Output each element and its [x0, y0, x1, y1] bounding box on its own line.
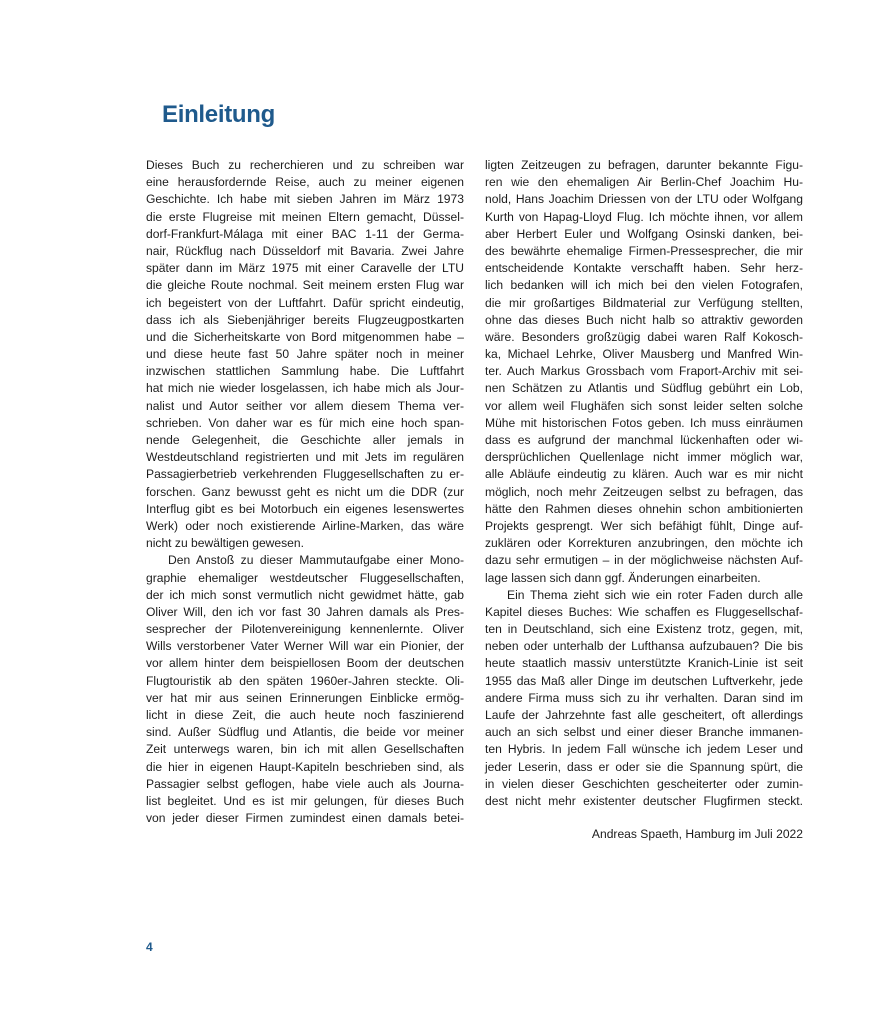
text-line: alle Abläufe eindeutig zu klären. Auch war es mir nicht — [485, 467, 803, 482]
text-line: Mühe mit historischen Fotos geben. Ich muss einräumen — [485, 415, 803, 430]
text-line: dest nicht mehr existenter deutscher Flugfirmen steckt. — [485, 793, 803, 808]
text-line: forschen. Ganz bewusst geht es nicht um die DDR (zur — [146, 484, 464, 499]
text-line: dazu sehr ermutigen – in der möglichweise nächsten Auf- — [485, 553, 803, 568]
text-line: in vielen dieser Geschichten gescheiterter oder zumin- — [485, 776, 803, 791]
text-line: nalist und Autor seither vor allem diesem Thema ver- — [146, 398, 464, 413]
text-line: Flugtouristik ab den späten 1960er-Jahren steckte. Oli- — [146, 673, 464, 688]
text-line: nair, Rückflug nach Düsseldorf mit Bavaria. Zwei Jahre — [146, 243, 464, 258]
right-text-column — [485, 157, 803, 843]
text-line: ter. Auch Markus Grossbach vom Fraport-Archiv mit sei- — [485, 364, 803, 379]
text-line: zuklären oder Korrekturen anzubringen, den möchte ich — [485, 536, 803, 551]
text-line: lich bedanken will ich mich bei den vielen Fotografen, — [485, 278, 803, 293]
text-line: Laufe der Jahrzehnte fast alle gescheitert, oft allerdings — [485, 708, 803, 722]
text-line: dorf-Frankfurt-Málaga mit einer BAC 1-11 der Germa- — [146, 226, 464, 241]
text-line: Passagierbetrieb verkehrenden Fluggesellschaften zu er- — [146, 467, 464, 482]
text-line: ka, Michael Lehrke, Oliver Mausberg und Manfred Win- — [485, 347, 803, 362]
text-line: lage lassen sich dann ggf. Änderungen einarbeiten. — [485, 570, 761, 585]
text-line: und diese heute fast 50 Jahre später noch in meiner — [146, 347, 464, 362]
text-line: die gleiche Route nochmal. Seit meinem ersten Flug war — [146, 278, 464, 293]
text-line: hätte den Rahmen dieses ohnehin schon ambitionierten — [485, 501, 803, 516]
text-line: Zeit unterwegs waren, bin ich mit allen Gesellschaften — [146, 742, 464, 757]
text-line: nicht zu bewältigen gewesen. — [146, 536, 304, 551]
text-line: andere Firma muss sich zu ihr verhalten. Daran sind im — [485, 690, 803, 705]
text-line: jeder Leserin, dass er oder sie die Spannung spürt, die — [485, 759, 803, 774]
text-line: sind. Außer Südflug und Atlantis, die beide vor meiner — [146, 725, 464, 740]
text-line: sesprecher der Pilotenvereinigung kennenlernte. Oliver — [146, 622, 464, 637]
text-line: ren wie den ehemaligen Air Berlin-Chef Joachim Hu- — [485, 175, 803, 190]
text-line: die mir großartiges Bildmaterial zur Verfügung stellten, — [485, 295, 803, 310]
text-line: ten Hybris. In jedem Fall wünsche ich jedem Leser und — [485, 742, 803, 757]
text-line: nende Gelegenheit, die Geschichte aller jemals in — [146, 433, 464, 447]
text-line: list begleitet. Und es ist mir gelungen, für dieses Buch — [146, 793, 464, 808]
text-line: Den Anstoß zu dieser Mammutaufgabe einer Mono- — [168, 553, 464, 568]
text-line: eine herausfordernde Reise, auch zu meiner eigenen — [146, 175, 464, 190]
text-line: ver hat mir aus seinen Erinnerungen Einblicke ermög- — [146, 690, 464, 705]
text-line: Interflug gibt es bei Motorbuch ein eigenes lesenswertes — [146, 501, 464, 516]
text-line: ten in Deutschland, sich eine Existenz trotz, gegen, mit, — [485, 622, 803, 637]
text-line: Oliver Will, den ich vor fast 30 Jahren damals als Pres- — [146, 604, 464, 619]
text-line: vor allem hinter dem beispiellosen Boom der deutschen — [146, 656, 464, 671]
text-line: aber Herbert Euler und Wolfgang Osinski danken, bei- — [485, 226, 803, 241]
text-line: möglich, noch mehr Zeitzeugen selbst zu befragen, das — [485, 484, 803, 499]
text-line: Dieses Buch zu recherchieren und zu schreiben war — [146, 158, 464, 172]
text-line: von jeder dieser Firmen zumindest einen damals betei- — [146, 811, 464, 826]
text-line: Passagier selbst geflogen, habe viele auch als Journa- — [146, 776, 464, 791]
text-line: später dann im März 1975 mit einer Caravelle der LTU — [146, 261, 464, 276]
page-number: 4 — [146, 940, 153, 954]
left-text-column — [146, 157, 464, 827]
text-line: schrieben. Von daher war es für mich eine hoch span- — [146, 415, 464, 430]
text-line: ohne das dieses Buch nicht halb so attraktiv geworden — [485, 312, 803, 327]
text-line: Westdeutschland registrierten und mit Jets im regulären — [146, 450, 464, 465]
text-line: inzwischen stattlichen Sammlung habe. Die Luftfahrt — [146, 364, 464, 379]
text-line: nold, Hans Joachim Driessen von der LTU oder Wolfgang — [485, 192, 803, 207]
text-line: heute staatlich massiv unterstützte Kranich-Linie ist seit — [485, 656, 803, 671]
text-line: licht in diese Zeit, die auch heute noch faszinierend — [146, 708, 464, 722]
text-line: Werk) oder noch existierende Airline-Marken, das wäre — [146, 518, 464, 533]
text-line: dass es aufgrund der manchmal lückenhaften oder wi- — [485, 433, 803, 447]
text-line: auch an sich selbst und einer dieser Branche immanen- — [485, 725, 803, 740]
text-line: der ich mich sonst vermutlich nicht gewidmet hätte, gab — [146, 587, 464, 602]
text-line: dersprüchlichen Quellenlage nicht immer möglich war, — [485, 450, 803, 465]
text-line: des bewährte ehemalige Firmen-Pressesprecher, die mir — [485, 243, 803, 258]
author-signature: Andreas Spaeth, Hamburg im Juli 2022 — [591, 827, 803, 842]
text-line: wäre. Besonders großzügig dabei waren Ralf Kokosch- — [485, 329, 803, 344]
text-line: 1955 das Maß aller Dinge im deutschen Luftverkehr, jede — [485, 673, 803, 688]
text-line: neben oder unterhalb der Lufthansa aufzubauen? Die bis — [485, 639, 803, 654]
text-line: Ein Thema zieht sich wie ein roter Faden durch alle — [507, 587, 803, 602]
text-line: ich begeistert von der Luftfahrt. Dafür spricht eindeutig, — [146, 295, 464, 310]
text-line: Geschichte. Ich habe mit sieben Jahren im März 1973 — [146, 192, 464, 207]
text-line: und die Sicherheitskarte von Bord mitgenommen habe – — [146, 329, 464, 344]
chapter-title: Einleitung — [162, 101, 275, 128]
text-line: Wills verstorbener Vater Werner Will war ein Pionier, der — [146, 639, 464, 654]
text-line: die erste Flugreise mit meinen Eltern gemacht, Düssel- — [146, 209, 464, 224]
text-line: ligten Zeitzeugen zu befragen, darunter bekannte Figu- — [485, 158, 803, 172]
text-line: dass ich als Siebenjähriger bereits Flugzeugpostkarten — [146, 312, 464, 327]
text-line: graphie ehemaliger westdeutscher Fluggesellschaften, — [146, 570, 464, 585]
text-line: hat mich nie wieder losgelassen, ich habe mich als Jour- — [146, 381, 464, 396]
text-line: vor allem weil Flughäfen sich sonst leider selten solche — [485, 398, 803, 413]
text-line: Projekts gesprengt. Wer sich befähigt fühlt, Dinge auf- — [485, 518, 803, 533]
text-line: die hier in eigenen Haupt-Kapiteln beschrieben sind, als — [146, 759, 464, 774]
text-line: Kurth von Hapag-Lloyd Flug. Ich möchte ihnen, vor allem — [485, 209, 803, 224]
text-line: nen Schätzen zu Atlantis und Südflug gebührt ein Lob, — [485, 381, 803, 396]
text-line: Kapitel dieses Buches: Wie schaffen es Fluggesellschaf- — [485, 604, 803, 619]
text-line: entscheidende Kontakte verschafft haben. Sehr herz- — [485, 261, 803, 276]
